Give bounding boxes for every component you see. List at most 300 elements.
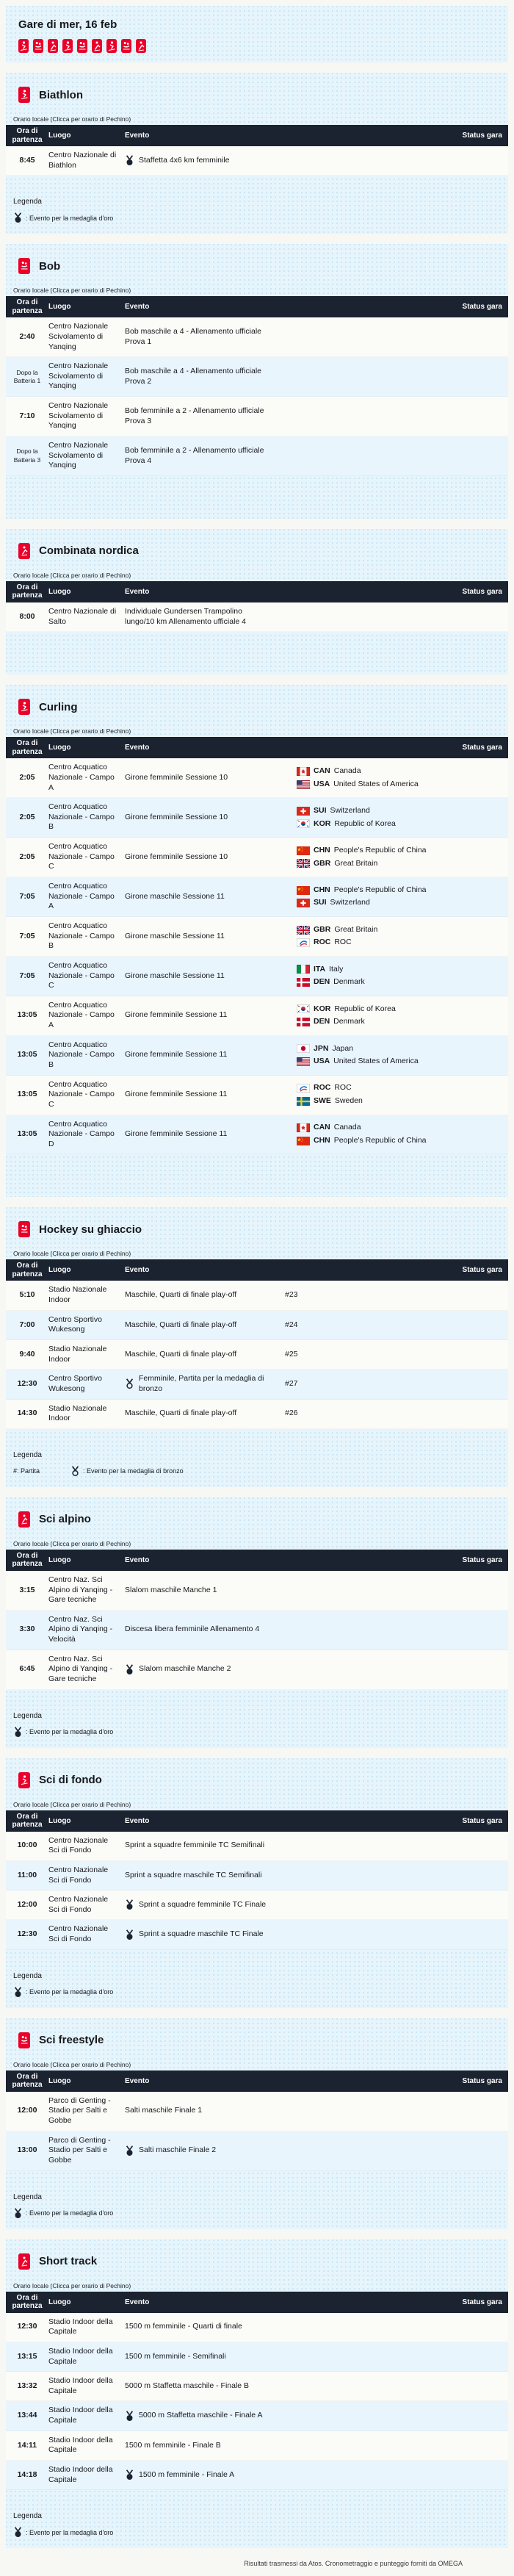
- event-name: Girone femminile Sessione 10: [125, 852, 228, 861]
- venue: Parco di Genting -Stadio per Salti e Gobbe: [48, 2135, 111, 2165]
- legend-items: [13, 2208, 501, 2219]
- start-time: 9:40: [19, 1349, 35, 1359]
- event-cell: [125, 2381, 279, 2392]
- team-name: Canada: [333, 766, 361, 776]
- event-name: Sprint a squadre femminile TC Finale: [139, 1900, 267, 1910]
- flag-can-icon: [297, 767, 310, 776]
- teams: [279, 766, 448, 789]
- event-cell: [125, 1350, 279, 1360]
- col-header-event: Evento: [125, 303, 150, 312]
- gold-medal-icon: [13, 1727, 23, 1738]
- team-name: United States of America: [333, 1057, 419, 1066]
- schedule-table: [6, 1259, 508, 1428]
- aux-cell: [279, 1290, 448, 1300]
- section-header: [6, 2239, 508, 2270]
- event-cell: [125, 1010, 279, 1021]
- table-body: [6, 1281, 508, 1428]
- aux-cell: [279, 885, 448, 908]
- aux-cell: [279, 1320, 448, 1331]
- col-header-venue: Luogo: [48, 1266, 71, 1275]
- col-header-start-time: Ora di partenza: [12, 583, 43, 600]
- team: [297, 859, 448, 869]
- start-time: 11:00: [17, 1870, 37, 1879]
- legend: [6, 632, 508, 674]
- schedule-row: [6, 957, 508, 996]
- legend-items: [13, 1466, 501, 1477]
- schedule-row: [6, 798, 508, 838]
- event-name: Bob maschile a 4 - Allenamento ufficiale Prova 1: [125, 327, 261, 346]
- start-time: 2:40: [19, 331, 35, 341]
- venue: Centro Nazionale Scivolamento di Yanqing: [48, 441, 109, 470]
- team-name: Republic of Korea: [334, 819, 396, 828]
- start-time: 6:45: [19, 1664, 35, 1674]
- legend-items: [13, 2527, 501, 2538]
- col-header-event: Evento: [125, 587, 150, 596]
- col-header-status: Status gara: [462, 2298, 502, 2306]
- legend-match: #: Partita: [13, 1467, 40, 1475]
- aux-cell: [279, 1123, 448, 1145]
- match-number: #26: [285, 1408, 298, 1418]
- event-name: Girone maschile Sessione 11: [125, 931, 225, 940]
- event-name: Girone femminile Sessione 10: [125, 812, 228, 821]
- start-time: 13:44: [17, 2411, 37, 2420]
- schedule-table: [6, 737, 508, 1154]
- team-abbr: KOR: [314, 1004, 331, 1013]
- flag-roc-icon: [297, 1084, 310, 1093]
- col-header-start-time: Ora di partenza: [12, 127, 43, 144]
- venue: Centro Sportivo Wukesong: [48, 1374, 102, 1393]
- venue: Centro Nazionale Sci di Fondo: [48, 1924, 109, 1944]
- team-abbr: USA: [314, 779, 330, 788]
- schedule-row: [6, 357, 508, 397]
- section-biathlon: [6, 73, 508, 234]
- schedule-table: [6, 581, 508, 632]
- section-curling: [6, 685, 508, 1197]
- team-name: Japan: [332, 1043, 354, 1053]
- legend-title: Legenda: [13, 1711, 42, 1720]
- col-header-venue: Luogo: [48, 303, 71, 312]
- gold-medal-icon: [125, 1929, 134, 1940]
- legend-title: Legenda: [13, 1971, 42, 1980]
- sections-container: [0, 73, 514, 2548]
- sci-freestyle-icon: [18, 2032, 30, 2048]
- event-cell: [125, 1374, 279, 1394]
- start-time: 2:05: [19, 772, 35, 782]
- flag-chn-icon: [297, 886, 310, 895]
- col-header-status: Status gara: [462, 2076, 502, 2085]
- col-header-start-time: Ora di partenza: [12, 739, 43, 756]
- event-cell: [125, 607, 279, 627]
- team-name: ROC: [334, 938, 352, 947]
- short-track-icon[interactable]: [136, 39, 146, 53]
- section-hockey-su-ghiaccio: [6, 1207, 508, 1486]
- team: [297, 806, 448, 816]
- section-header: [6, 2018, 508, 2048]
- start-time: 12:30: [17, 1929, 37, 1939]
- legend-gold-medal: : Evento per la medaglia d'oro: [13, 1727, 113, 1738]
- venue: Centro Nazionale Sci di Fondo: [48, 1835, 109, 1855]
- flag-roc-icon: [297, 938, 310, 947]
- start-time: 14:18: [17, 2469, 37, 2479]
- section-header: [6, 244, 508, 274]
- timezone-toggle-link[interactable]: Orario locale (Clicca per orario di Pechino): [13, 287, 131, 295]
- venue: Centro Acquatico Nazionale - Campo B: [48, 1040, 115, 1069]
- team: [297, 885, 448, 896]
- timezone-toggle-link[interactable]: Orario locale (Clicca per orario di Pechino): [13, 571, 131, 579]
- schedule-row: [6, 2092, 508, 2131]
- event-name: Sprint a squadre femminile TC Semifinali: [125, 1841, 265, 1850]
- team-name: Italy: [329, 964, 344, 974]
- schedule-row: [6, 1571, 508, 1611]
- section-title: Bob: [39, 259, 61, 273]
- start-time: 13:32: [17, 2381, 37, 2390]
- team-abbr: SUI: [314, 805, 327, 815]
- legend: [6, 2171, 508, 2229]
- legend-items: [13, 212, 501, 223]
- event-name: Maschile, Quarti di finale play-off: [125, 1290, 237, 1300]
- venue: Centro Naz. Sci Alpino di Yanqing - Velocità: [48, 1614, 113, 1644]
- legend-title: Legenda: [13, 2192, 42, 2201]
- table-header-row: [6, 2070, 508, 2092]
- event-cell: [125, 1929, 279, 1940]
- flag-gbr-icon: [297, 926, 310, 935]
- start-time: Dopo la Batteria 3: [13, 447, 41, 464]
- sci-di-fondo-icon: [18, 1772, 30, 1788]
- team: [297, 766, 448, 777]
- team-name: Republic of Korea: [334, 1004, 396, 1013]
- timezone-toggle-link[interactable]: Orario locale (Clicca per orario di Pechino): [13, 2060, 131, 2068]
- timezone-toggle-link[interactable]: Orario locale (Clicca per orario di Pechino): [13, 1539, 131, 1547]
- schedule-row: [6, 1340, 508, 1370]
- venue: Stadio Indoor della Capitale: [48, 2465, 113, 2484]
- event-cell: [125, 1871, 279, 1881]
- col-header-event: Evento: [125, 1816, 150, 1825]
- gold-medal-icon: [125, 1899, 134, 1910]
- col-header-status: Status gara: [462, 587, 502, 596]
- table-body: [6, 758, 508, 1154]
- curling-icon: [18, 699, 30, 715]
- col-header-status: Status gara: [462, 132, 502, 140]
- venue: Centro Nazionale Sci di Fondo: [48, 1865, 109, 1885]
- aux-cell: [279, 1379, 448, 1389]
- match-number: #27: [285, 1379, 298, 1389]
- col-header-status: Status gara: [462, 303, 502, 312]
- flag-kor-icon: [297, 819, 310, 828]
- team-abbr: JPN: [314, 1043, 329, 1053]
- event-cell: [125, 327, 279, 347]
- team: [297, 1123, 448, 1133]
- col-header-status: Status gara: [462, 1816, 502, 1825]
- venue: Centro Acquatico Nazionale - Campo B: [48, 921, 115, 951]
- table-header-row: [6, 296, 508, 317]
- team-abbr: CHN: [314, 845, 330, 855]
- event-cell: [125, 892, 279, 902]
- teams: [279, 846, 448, 868]
- schedule-row: [6, 1890, 508, 1920]
- section-sci-di-fondo: [6, 1758, 508, 2008]
- sci-di-fondo-icon[interactable]: [106, 39, 117, 53]
- teams: [279, 885, 448, 908]
- gold-medal-icon: [125, 2469, 134, 2480]
- hockey-su-ghiaccio-icon[interactable]: [77, 39, 87, 53]
- venue: Centro Sportivo Wukesong: [48, 1314, 102, 1334]
- col-header-event: Evento: [125, 132, 150, 140]
- venue: Stadio Nazionale Indoor: [48, 1345, 107, 1364]
- start-time: 7:00: [19, 1320, 35, 1329]
- team-abbr: GBR: [314, 858, 331, 868]
- legend-gold-medal: : Evento per la medaglia d'oro: [13, 2208, 113, 2219]
- timezone-toggle-link[interactable]: Orario locale (Clicca per orario di Pechino): [13, 2281, 131, 2289]
- sci-alpino-icon[interactable]: [92, 39, 102, 53]
- table-header-row: [6, 737, 508, 758]
- section-title: Sci freestyle: [39, 2034, 104, 2047]
- start-time: 12:30: [17, 1379, 37, 1389]
- col-header-status: Status gara: [462, 744, 502, 752]
- venue: Stadio Nazionale Indoor: [48, 1403, 107, 1423]
- aux-cell: [279, 806, 448, 829]
- teams: [279, 965, 448, 987]
- page-title: Gare di mer, 16 feb: [18, 18, 117, 31]
- bronze-medal-icon: [125, 1378, 134, 1389]
- event-cell: [125, 813, 279, 823]
- timezone-toggle-link[interactable]: Orario locale (Clicca per orario di Pechino): [13, 1800, 131, 1808]
- flag-sui-icon: [297, 807, 310, 816]
- event-cell: [125, 2469, 279, 2480]
- section-header: [6, 685, 508, 715]
- schedule-table: [6, 125, 508, 176]
- schedule-row: [6, 317, 508, 357]
- schedule-row: [6, 146, 508, 176]
- event-name: 1500 m femminile - Finale A: [139, 2469, 235, 2479]
- event-name: 1500 m femminile - Quarti di finale: [125, 2322, 242, 2331]
- event-cell: [125, 2352, 279, 2362]
- team: [297, 977, 448, 987]
- event-cell: [125, 2145, 279, 2156]
- schedule-row: [6, 996, 508, 1036]
- legend-title: Legenda: [13, 1450, 42, 1459]
- start-time: 7:05: [19, 891, 35, 901]
- combinata-nordica-icon[interactable]: [48, 39, 58, 53]
- table-body: [6, 146, 508, 176]
- schedule-row: [6, 397, 508, 436]
- table-header-row: [6, 1550, 508, 1571]
- event-name: Maschile, Quarti di finale play-off: [125, 1408, 237, 1418]
- bob-icon: [18, 258, 30, 274]
- venue: Centro Nazionale Scivolamento di Yanqing: [48, 322, 109, 351]
- venue: Centro Naz. Sci Alpino di Yanqing - Gare tecniche: [48, 1654, 113, 1683]
- section-sci-alpino: [6, 1497, 508, 1748]
- schedule-row: [6, 1370, 508, 1399]
- aux-cell: [279, 846, 448, 868]
- schedule-row: [6, 1311, 508, 1340]
- aux-cell: [279, 1004, 448, 1027]
- legend-gold-medal: : Evento per la medaglia d'oro: [13, 1987, 113, 1998]
- event-name: 1500 m femminile - Finale B: [125, 2440, 221, 2450]
- col-header-venue: Luogo: [48, 2298, 71, 2306]
- page-header: [6, 6, 508, 62]
- start-time: 2:05: [19, 812, 35, 821]
- schedule-row: [6, 1611, 508, 1650]
- event-name: Individuale Gundersen Trampolino lungo/10 km Allenamento ufficiale 4: [125, 606, 246, 626]
- start-time: 3:30: [19, 1625, 35, 1634]
- team: [297, 846, 448, 856]
- teams: [279, 1123, 448, 1145]
- schedule-row: [6, 838, 508, 877]
- section-header: [6, 1207, 508, 1237]
- legend: [6, 1429, 508, 1487]
- team-name: Canada: [333, 1123, 361, 1132]
- curling-icon[interactable]: [62, 39, 73, 53]
- schedule-row: [6, 1036, 508, 1076]
- event-name: Slalom maschile Manche 1: [125, 1585, 217, 1594]
- event-name: Girone femminile Sessione 11: [125, 1129, 228, 1139]
- teams: [279, 1004, 448, 1027]
- venue: Centro Nazionale Scivolamento di Yanqing: [48, 361, 109, 391]
- gold-medal-icon: [125, 2411, 134, 2422]
- flag-ita-icon: [297, 965, 310, 974]
- venue: Centro Naz. Sci Alpino di Yanqing - Gare tecniche: [48, 1575, 113, 1605]
- section-header: [6, 73, 508, 103]
- schedule-row: [6, 1920, 508, 1949]
- team-name: Great Britain: [334, 858, 378, 868]
- aux-cell: [279, 1083, 448, 1106]
- start-time: 3:15: [19, 1585, 35, 1594]
- hockey-su-ghiaccio-icon: [18, 1221, 30, 1237]
- venue: Centro Nazionale di Biathlon: [48, 151, 117, 170]
- event-cell: [125, 367, 279, 386]
- short-track-icon: [18, 2253, 30, 2270]
- schedule-table: [6, 2070, 508, 2171]
- results-attribution: Risultati trasmessi da Atos. Cronometraggio e punteggio forniti da OMEGA: [244, 2560, 463, 2568]
- venue: Stadio Indoor della Capitale: [48, 2376, 113, 2395]
- team-name: United States of America: [333, 779, 419, 788]
- venue: Centro Acquatico Nazionale - Campo A: [48, 763, 115, 792]
- teams: [279, 1083, 448, 1106]
- schedule-row: [6, 2342, 508, 2372]
- start-time: 10:00: [17, 1841, 37, 1850]
- biathlon-icon[interactable]: [18, 39, 29, 53]
- bob-icon[interactable]: [33, 39, 43, 53]
- event-cell: [125, 1320, 279, 1331]
- event-name: Sprint a squadre maschile TC Semifinali: [125, 1870, 262, 1879]
- flag-usa-icon: [297, 1057, 310, 1066]
- event-cell: [125, 932, 279, 942]
- flag-chn-icon: [297, 1137, 310, 1145]
- legend-title: Legenda: [13, 198, 42, 206]
- team-name: Great Britain: [334, 924, 378, 934]
- col-header-start-time: Ora di partenza: [12, 1812, 43, 1830]
- team-abbr: ROC: [314, 1083, 331, 1093]
- team: [297, 1096, 448, 1107]
- gold-medal-icon: [125, 155, 134, 166]
- bronze-medal-icon: [70, 1466, 80, 1477]
- timezone-toggle-link[interactable]: Orario locale (Clicca per orario di Pechino): [13, 115, 131, 123]
- schedule-row: [6, 1400, 508, 1429]
- venue: Stadio Indoor della Capitale: [48, 2406, 113, 2425]
- team-abbr: CHN: [314, 1136, 330, 1145]
- gold-medal-icon: [13, 1987, 23, 1998]
- section-header: [6, 1758, 508, 1788]
- col-header-start-time: Ora di partenza: [12, 1262, 43, 1278]
- section-title: Short track: [39, 2255, 98, 2268]
- event-cell: [125, 852, 279, 863]
- venue: Parco di Genting -Stadio per Salti e Gobbe: [48, 2095, 111, 2126]
- team: [297, 1057, 448, 1067]
- event-name: Salti maschile Finale 1: [125, 2106, 203, 2115]
- event-name: Maschile, Quarti di finale play-off: [125, 1320, 237, 1329]
- event-name: Discesa libera femminile Allenamento 4: [125, 1625, 260, 1634]
- event-cell: [125, 1841, 279, 1851]
- legend-items: [13, 1727, 501, 1738]
- section-header: [6, 529, 508, 559]
- gold-medal-icon: [13, 2527, 23, 2538]
- section-title: Curling: [39, 700, 78, 713]
- section-title: Biathlon: [39, 88, 83, 101]
- venue: Centro Acquatico Nazionale - Campo C: [48, 960, 115, 990]
- timezone-toggle-link[interactable]: Orario locale (Clicca per orario di Pechino): [13, 727, 131, 735]
- schedule-row: [6, 758, 508, 798]
- venue: Stadio Indoor della Capitale: [48, 2346, 113, 2366]
- event-cell: [125, 2441, 279, 2451]
- section-title: Sci alpino: [39, 1513, 91, 1526]
- timezone-toggle-link[interactable]: Orario locale (Clicca per orario di Pechino): [13, 1250, 131, 1258]
- col-header-start-time: Ora di partenza: [12, 2072, 43, 2090]
- venue: Centro Nazionale Scivolamento di Yanqing: [48, 401, 109, 431]
- event-cell: [125, 1899, 279, 1910]
- teams: [279, 1044, 448, 1067]
- legend: [6, 1154, 508, 1197]
- team-abbr: USA: [314, 1057, 330, 1066]
- venue: Stadio Indoor della Capitale: [48, 2435, 113, 2455]
- event-cell: [125, 1090, 279, 1100]
- aux-cell: [279, 925, 448, 948]
- table-body: [6, 317, 508, 476]
- legend-gold-medal: : Evento per la medaglia d'oro: [13, 212, 113, 223]
- col-header-venue: Luogo: [48, 2076, 71, 2085]
- venue: Centro Acquatico Nazionale - Campo A: [48, 882, 115, 911]
- col-header-venue: Luogo: [48, 587, 71, 596]
- schedule-row: [6, 2372, 508, 2401]
- team-abbr: DEN: [314, 1017, 330, 1026]
- venue: Stadio Indoor della Capitale: [48, 2317, 113, 2336]
- sci-alpino-icon: [18, 1511, 30, 1528]
- col-header-venue: Luogo: [48, 1816, 71, 1825]
- venue: Centro Acquatico Nazionale - Campo A: [48, 1000, 115, 1030]
- schedule-table: [6, 1550, 508, 1690]
- event-cell: [125, 2106, 279, 2116]
- team-abbr: ITA: [314, 964, 326, 974]
- team: [297, 898, 448, 908]
- event-name: Girone femminile Sessione 11: [125, 1010, 228, 1020]
- schedule-row: [6, 2461, 508, 2490]
- table-header-row: [6, 125, 508, 146]
- team: [297, 780, 448, 790]
- start-time: 12:00: [17, 1900, 37, 1910]
- start-time: 13:05: [17, 1090, 37, 1099]
- table-header-row: [6, 2292, 508, 2313]
- sci-freestyle-icon[interactable]: [121, 39, 131, 53]
- col-header-venue: Luogo: [48, 132, 71, 140]
- event-cell: [125, 1408, 279, 1419]
- match-number: #25: [285, 1349, 298, 1359]
- team-abbr: SWE: [314, 1096, 331, 1106]
- start-time: 13:05: [17, 1050, 37, 1059]
- aux-cell: [279, 1408, 448, 1419]
- schedule-row: [6, 1076, 508, 1115]
- col-header-event: Evento: [125, 1555, 150, 1564]
- venue: Centro Nazionale Sci di Fondo: [48, 1895, 109, 1914]
- col-header-event: Evento: [125, 1266, 150, 1275]
